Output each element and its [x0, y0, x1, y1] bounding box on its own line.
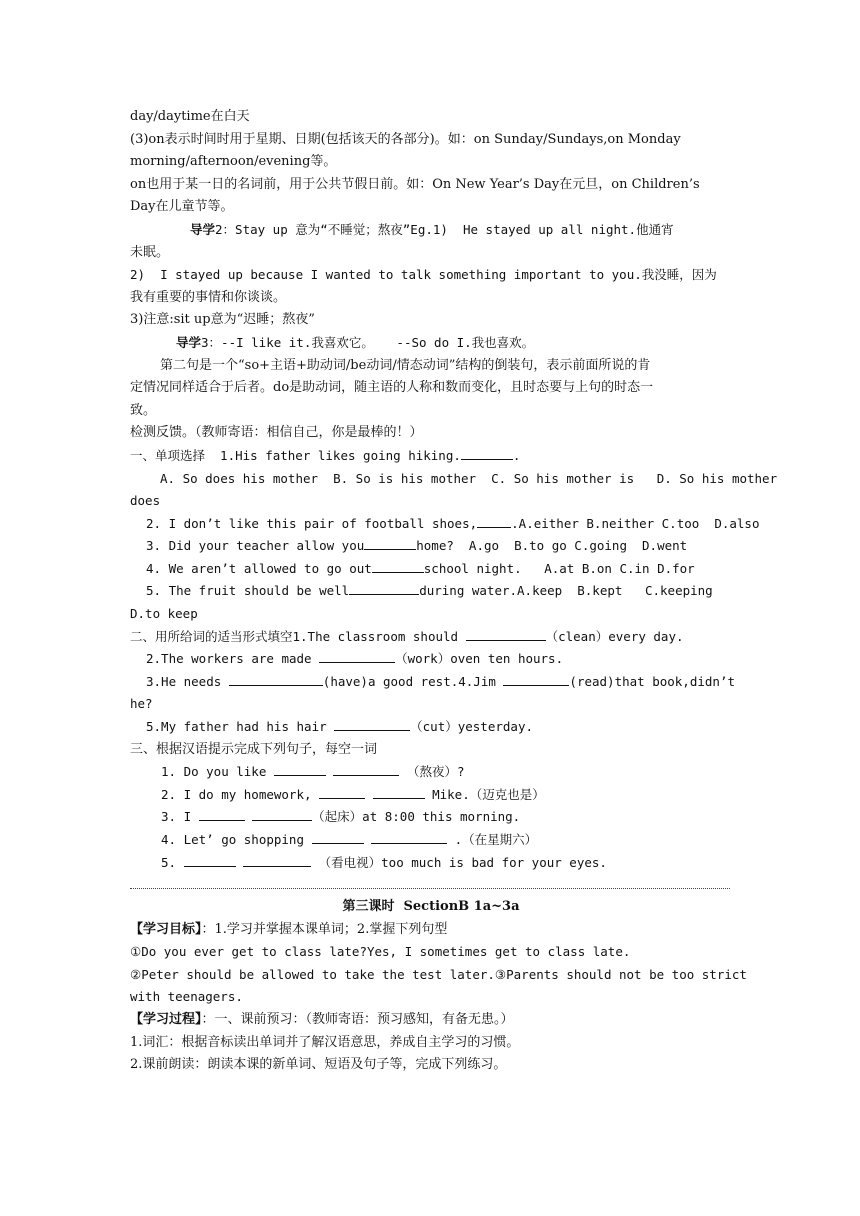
- answer-blank[interactable]: [364, 535, 416, 550]
- goal-sentence: ①Do you ever get to class late?Yes, I sometimes get to class late.: [130, 944, 631, 960]
- process-step: 1.词汇：根据音标读出单词并了解汉语意思，养成自主学习的习惯。: [130, 1034, 520, 1050]
- question-1-options: A. So does his mother B. So is his mother C. So his mother is D. So his mother: [160, 470, 778, 486]
- question-text: 5. The fruit should be well: [146, 583, 350, 599]
- learning-goals-label: 【学习目标】: [130, 921, 202, 937]
- question-hint: (read)that book,didn’t: [569, 673, 735, 689]
- question-4: [130, 558, 732, 581]
- process-step: 2.课前朗读：朗读本课的新单词、短语及句子等，完成下列练习。: [130, 1057, 507, 1073]
- answer-blank[interactable]: [184, 852, 236, 867]
- learning-goals: [130, 919, 732, 942]
- question-hint: .（在星期六）: [454, 832, 538, 847]
- guide-2-line: [130, 219, 732, 242]
- answer-blank[interactable]: [372, 558, 424, 573]
- goal-sentence: with teenagers.: [130, 989, 243, 1005]
- fill-question-2: [130, 648, 732, 671]
- question-text: 4. We aren’t allowed to go out: [146, 560, 372, 576]
- question-options: during water.A.keep B.kept C.keeping: [419, 583, 713, 599]
- goal-sentence: ②Peter should be allowed to take the test later.③Parents should not be too strict: [130, 966, 747, 982]
- section-3-heading: 三、根据汉语提示完成下列句子，每空一词: [130, 741, 378, 757]
- text-line: 定情况同样适合于后者。do是助动词，随主语的人称和数而变化，且时态要与上句的时态一: [130, 380, 654, 396]
- text-line: 我有重要的事情和你谈谈。: [130, 289, 287, 305]
- text-line: 检测反馈。（教师寄语：相信自己，你是最棒的！）: [130, 425, 423, 441]
- lesson-title: 第三课时 SectionB 1a~3a: [342, 899, 520, 914]
- question-hint: （work）oven ten hours.: [395, 651, 564, 667]
- lesson-3-section: [130, 896, 747, 1077]
- guide-2-text: 2：Stay up 意为“不睡觉；熬夜”Eg.1) He stayed up all night.他通宵: [215, 221, 674, 237]
- translate-question-4: [130, 829, 732, 852]
- answer-blank[interactable]: [199, 806, 245, 821]
- question-text: 3. I: [161, 809, 192, 825]
- question-5-tail: D.to keep: [130, 606, 198, 622]
- translate-question-5: [130, 852, 732, 875]
- question-hint: （看电视）too much is bad for your eyes.: [318, 854, 607, 870]
- text-line: 未眠。: [130, 244, 170, 260]
- question-text: 3.He needs: [146, 673, 222, 689]
- question-text: 2. I don’t like this pair of football shoes,: [146, 515, 478, 531]
- question-text: 1. Do you like: [161, 764, 267, 780]
- answer-blank[interactable]: [371, 829, 447, 844]
- answer-blank[interactable]: [333, 761, 399, 776]
- text-line: on也用于某一日的名词前，用于公共节假日前。如：On New Year’s Day在元旦，on Children’s: [130, 176, 700, 192]
- question-options: school night. A.at B.on C.in D.for: [423, 560, 695, 576]
- answer-blank[interactable]: [477, 513, 511, 528]
- guide-3-line: [130, 332, 732, 355]
- guide-3-label: 导学: [176, 334, 202, 350]
- guide-2-label: 导学: [190, 221, 216, 237]
- learning-goals-text: ：1.学习并掌握本课单词；2.掌握下列句型: [201, 921, 448, 937]
- question-hint: （cut）yesterday.: [410, 719, 533, 735]
- section-2-heading-text: 二、用所给词的适当形式填空1.The classroom should: [130, 628, 459, 644]
- section-1-heading-text: 一、单项选择 1.His father likes going hiking.: [130, 447, 461, 463]
- question-options: .A.either B.neither C.too D.also: [511, 515, 760, 531]
- translate-question-3: [130, 806, 732, 829]
- answer-blank[interactable]: [319, 648, 395, 663]
- learning-process-label: 【学习过程】: [130, 1011, 202, 1027]
- answer-blank[interactable]: [373, 784, 425, 799]
- question-hint: Mike.（迈克也是）: [432, 786, 545, 802]
- answer-blank[interactable]: [319, 784, 365, 799]
- learning-process-text: ：一、课前预习：（教师寄语：预习感知，有备无患。）: [201, 1011, 514, 1027]
- answer-blank[interactable]: [349, 580, 419, 595]
- text-line: 第二句是一个“so+主语+助动词/be动词/情态动词”结构的倒装句，表示前面所说的肯: [160, 357, 651, 373]
- text-line: 2) I stayed up because I wanted to talk something important to you.我没睡，因为: [130, 267, 717, 283]
- fill-question-5: [130, 716, 732, 739]
- answer-blank[interactable]: [466, 626, 546, 641]
- question-text: 2. I do my homework,: [161, 786, 312, 802]
- document-page: [130, 106, 778, 874]
- learning-process: [130, 1009, 732, 1032]
- answer-blank[interactable]: [274, 761, 326, 776]
- section-2-heading: [130, 626, 732, 649]
- question-text: 2.The workers are made: [146, 651, 312, 667]
- question-text: 5.My father had his hair: [146, 719, 327, 735]
- text-line: Day在儿童节等。: [130, 199, 234, 215]
- text-line: (3)on表示时间时用于星期、日期(包括该天的各部分)。如：on Sunday/Sundays,on Monday: [130, 131, 681, 147]
- answer-blank[interactable]: [243, 852, 311, 867]
- text-line: morning/afternoon/evening等。: [130, 154, 337, 170]
- translate-question-2: [130, 784, 732, 807]
- guide-3-text: 3：--I like it.我喜欢它。 --So do I.我也喜欢。: [201, 334, 535, 350]
- translate-question-1: [130, 761, 732, 784]
- question-hint: （熬夜）?: [406, 764, 465, 780]
- text-line: day/daytime在白天: [130, 109, 250, 124]
- question-5: [130, 580, 732, 603]
- question-hint: （clean）every day.: [545, 628, 684, 644]
- question-text: 5.: [161, 854, 177, 870]
- text-line: 致。: [130, 402, 157, 418]
- answer-blank[interactable]: [334, 716, 410, 731]
- text-line: 3)注意:sit up意为“迟睡；熬夜”: [130, 312, 315, 328]
- fill-question-3: [130, 671, 735, 694]
- fill-question-3-tail: he?: [130, 696, 153, 712]
- question-text: 3. Did your teacher allow you: [146, 538, 365, 554]
- question-text: (have)a good rest.4.Jim: [322, 673, 496, 689]
- question-text: 4. Let’ go shopping: [161, 832, 304, 847]
- answer-blank[interactable]: [461, 445, 513, 460]
- dotted-divider: [130, 888, 730, 889]
- question-2: [130, 513, 760, 536]
- question-1-options-tail: does: [130, 493, 161, 509]
- section-1-heading: 一、单项选择 1.His father likes going hiking. .: [130, 445, 732, 468]
- question-options: home? A.go B.to go C.going D.went: [416, 538, 688, 554]
- answer-blank[interactable]: [312, 829, 364, 844]
- question-3: [130, 535, 732, 558]
- answer-blank[interactable]: [229, 671, 323, 686]
- answer-blank[interactable]: [252, 806, 312, 821]
- question-hint: （起床）at 8:00 this morning.: [312, 809, 521, 825]
- answer-blank[interactable]: [503, 671, 569, 686]
